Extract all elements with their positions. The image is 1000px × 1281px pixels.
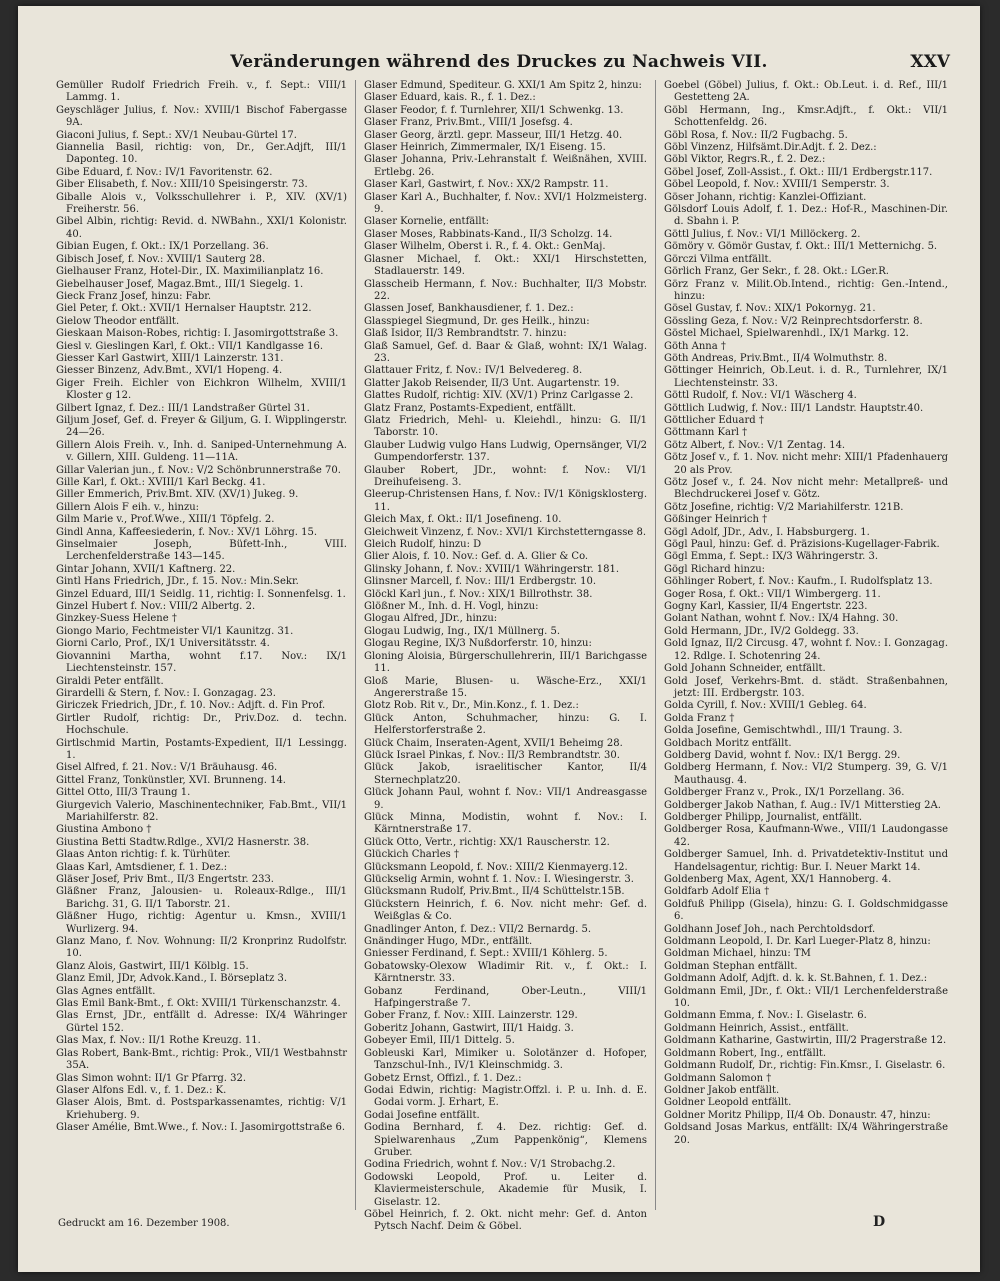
directory-entry: Glogau Alfred, JDr., hinzu: <box>364 613 498 625</box>
directory-entry: Gemüller Rudolf Friedrich Freih. v., f. Sept.: VIII/1 Lammg. 1. <box>56 80 347 104</box>
directory-entry: Glaser Feodor, f. f. Turnlehrer, XII/1 Schwenkg. 13. <box>364 104 624 116</box>
directory-entry: Gibel Albin, richtig: Revid. d. NWBahn., XXI/1 Kolonistr. 40. <box>56 216 347 240</box>
directory-entry: Goldfarb Adolf Elia † <box>664 886 770 898</box>
directory-entry: Glasspiegel Siegmund, Dr. ges Heilk., hinzu: <box>364 315 590 327</box>
directory-entry: Gintl Hans Friedrich, JDr., f. 15. Nov.: Min.Sekr. <box>56 576 299 588</box>
directory-entry: Glück Johann Paul, wohnt f. Nov.: VII/1 Andreasgasse 9. <box>364 787 647 811</box>
directory-entry: Golda Cyrill, f. Nov.: XVIII/1 Gebleg. 64. <box>664 700 867 712</box>
directory-entry: Goldhann Josef Joh., nach Perchtoldsdorf. <box>664 923 876 935</box>
directory-entry: Gibisch Josef, f. Nov.: XVIII/1 Sauterg 28. <box>56 253 266 265</box>
directory-entry: Glaser Alfons Edl. v., f. 1. Dez.: K. <box>56 1084 227 1096</box>
directory-entry: Gintar Johann, XVII/1 Kaftnerg. 22. <box>56 563 236 575</box>
directory-entry: Glas Agnes entfällt. <box>56 985 156 997</box>
directory-entry: Götz Josef v., f. 1. Nov. nicht mehr: XIII/1 Pfadenhauerg 20 als Prov. <box>664 452 948 476</box>
directory-entry: Glück Israel Pinkas, f. Nov.: II/3 Rembrandtstr. 30. <box>364 749 620 761</box>
directory-entry: Glaas Karl, Amtsdiener, f. 1. Dez.: <box>56 861 228 873</box>
directory-entry: Glanz Emil, JDr, Advok.Kand., I. Börseplatz 3. <box>56 973 288 985</box>
directory-entry: Gille Karl, f. Okt.: XVIII/1 Karl Beckg. 41. <box>56 477 266 488</box>
directory-entry: Göbl Hermann, Ing., Kmsr.Adjft., f. Okt.: VII/1 Schottenfeldg. 26. <box>664 104 948 129</box>
directory-entry: Gibe Eduard, f. Nov.: IV/1 Favoritenstr. 62. <box>56 166 273 178</box>
directory-entry: Ginselmaier Joseph, Büfett-Inh., VIII. Lerchenfelderstraße 143—145. <box>56 539 347 563</box>
page-title: Veränderungen während des Druckes zu Nachweis VII. <box>230 52 768 72</box>
directory-entry: Glattes Rudolf, richtig: XIV. (XV/1) Prinz Carlgasse 2. <box>364 390 634 402</box>
directory-entry: Göth Andreas, Priv.Bmt., II/4 Wolmuthstr. 8. <box>664 352 888 364</box>
directory-entry: Glogau Ludwig, Ing., IX/1 Müllnerg. 5. <box>364 625 561 637</box>
directory-entry: Godai Josefine entfällt. <box>364 1109 480 1121</box>
directory-entry: Glas Ernst, JDr., entfällt d. Adresse: IX/4 Währinger Gürtel 152. <box>56 1010 347 1034</box>
directory-entry: Goldmann Leopold, I. Dr. Karl Lueger-Platz 8, hinzu: <box>664 936 931 948</box>
directory-entry: Goldman Michael, hinzu: TM <box>664 948 811 960</box>
directory-entry: Godina Bernhard, f. 4. Dez. richtig: Gef. d. Spielwarenhaus „Zum Pappenkönig“, Klemens Gruber. <box>364 1122 647 1158</box>
directory-entry: Glassen Josef, Bankhausdiener, f. 1. Dez.: <box>364 303 574 315</box>
directory-entry: Glück Jakob, israelitischer Kantor, II/4 Sternechplatz20. <box>364 762 647 786</box>
directory-entry: Goldenberg Max, Agent, XX/1 Hannoberg. 4. <box>664 874 892 885</box>
directory-entry: Goldbach Moritz entfällt. <box>664 737 792 749</box>
directory-entry: Göttl Julius, f. Nov.: VI/1 Millöckerg. 2. <box>664 228 861 240</box>
directory-entry: Gögl Paul, hinzu: Gef. d. Präzisions-Kugellager-Fabrik. <box>664 539 940 551</box>
directory-entry: Gillar Valerian jun., f. Nov.: V/2 Schönbrunnerstraße 70. <box>56 464 341 476</box>
directory-entry: Göbel Leopold, f. Nov.: XVIII/1 Semperstr. 3. <box>664 179 890 191</box>
directory-entry: Glaß Samuel, Gef. d. Baar & Glaß, wohnt: IX/1 Walag. 23. <box>364 340 647 364</box>
directory-entry: Goldmann Robert, Ing., entfällt. <box>664 1047 827 1059</box>
directory-entry: Götz Josef v., f. 24. Nov nicht mehr: Metallpreß- und Blechdruckerei Josef v. Götz. <box>664 477 948 501</box>
directory-entry: Glotz Rob. Rit v., Dr., Min.Konz., f. 1. Dez.: <box>364 700 579 712</box>
directory-entry: Glatter Jakob Reisender, II/3 Unt. Augartenstr. 19. <box>364 377 620 389</box>
directory-entry: Goldberger Franz v., Prok., IX/1 Porzellang. 36. <box>664 787 905 799</box>
directory-entry: Glas Emil Bank-Bmt., f. Okt: XVIII/1 Türkenschanzstr. 4. <box>56 998 341 1010</box>
directory-entry: Glaser Karl, Gastwirt, f. Nov.: XX/2 Rampstr. 11. <box>364 179 609 191</box>
directory-entry: Gober Franz, f. Nov.: XIII. Lainzerstr. 129. <box>364 1010 578 1022</box>
directory-entry: Giovannini Martha, wohnt f.17. Nov.: IX/1 Liechtensteinstr. 157. <box>56 650 347 675</box>
directory-entry: Giongo Mario, Fechtmeister VI/1 Kaunitzg. 31. <box>56 625 294 637</box>
directory-entry: Goldberg Hermann, f. Nov.: VI/2 Stumperg. 39, G. V/1 Mauthausg. 4. <box>664 762 948 786</box>
directory-entry: Glaß Isidor, II/3 Rembrandtstr. 7. hinzu: <box>364 328 567 340</box>
print-date: Gedruckt am 16. Dezember 1908. <box>58 1218 230 1229</box>
directory-entry: Gläßner Franz, Jalousien- u. Roleaux-Rdlge., III/1 Barichg. 31, G. II/1 Taborstr. 21. <box>56 886 347 910</box>
directory-entry: Gisel Alfred, f. 21. Nov.: V/1 Bräuhausg. 46. <box>56 762 278 774</box>
directory-entry: Glogau Regine, IX/3 Nußdorferstr. 10, hinzu: <box>364 638 592 650</box>
directory-entry: Gleerup-Christensen Hans, f. Nov.: IV/1 Königsklosterg. 11. <box>364 489 647 513</box>
directory-entry: Goldmann Rudolf, Dr., richtig: Fin.Kmsr., I. Giselastr. 6. <box>664 1060 946 1072</box>
directory-entry: Gleich Rudolf, hinzu: D <box>364 539 482 551</box>
directory-entry: Goldmann Salomon † <box>664 1072 772 1084</box>
directory-entry: Glaser Franz, Priv.Bmt., VIII/1 Josefsg. 4. <box>364 117 573 129</box>
directory-entry: Gösel Gustav, f. Nov.: XIX/1 Pokornyg. 21. <box>664 303 876 315</box>
directory-entry: Göttlicher Eduard † <box>664 414 764 426</box>
directory-entry: Gittel Franz, Tonkünstler, XVI. Brunneng. 14. <box>56 774 286 786</box>
directory-entry: Goebel (Göbel) Julius, f. Okt.: Ob.Leut. i. d. Ref., III/1 Gestetteng 2A. <box>664 80 948 104</box>
directory-entry: Gobetz Ernst, Offizl., f. 1. Dez.: <box>364 1072 522 1084</box>
directory-entry: Godai Edwin, richtig: Magistr.Offzl. i. P. u. Inh. d. E. Godai vorm. J. Erhart, E. <box>364 1084 647 1109</box>
directory-entry: Goldner Moritz Philipp, II/4 Ob. Donaustr. 47, hinzu: <box>664 1109 931 1121</box>
directory-entry: Glück Otto, Vertr., richtig: XX/1 Rauscherstr. 12. <box>364 836 610 848</box>
directory-page <box>18 6 980 1272</box>
directory-entry: Giannelia Basil, richtig: von, Dr., Ger.Adjft, III/1 Daponteg. 10. <box>56 142 347 166</box>
directory-entry: Gold Hermann, JDr., IV/2 Goldegg. 33. <box>664 625 859 637</box>
directory-entry: Glanz Mano, f. Nov. Wohnung: II/2 Kronprinz Rudolfstr. 10. <box>56 936 347 960</box>
directory-entry: Glaser Karl A., Buchhalter, f. Nov.: XVI/1 Holzmeisterg. 9. <box>364 191 647 216</box>
directory-entry: Göbl Viktor, Regrs.R., f. 2. Dez.: <box>664 154 826 166</box>
directory-entry: Gömöry v. Gömör Gustav, f. Okt.: III/1 Metternichg. 5. <box>664 241 938 253</box>
directory-entry: Gniesser Ferdinand, f. Sept.: XVIII/1 Köhlerg. 5. <box>364 948 608 960</box>
directory-entry: Glöckl Karl jun., f. Nov.: XIX/1 Billrothstr. 38. <box>364 588 593 600</box>
directory-entry: Glaser Wilhelm, Oberst i. R., f. 4. Okt.: GenMaj. <box>364 241 606 253</box>
directory-entry: Gögl Adolf, JDr., Adv., I. Habsburgerg. 1. <box>664 526 870 538</box>
directory-entry: Gieck Franz Josef, hinzu: Fabr. <box>56 290 212 302</box>
directory-entry: Glückselig Armin, wohnt f. 1. Nov.: I. Wiesingerstr. 3. <box>364 874 634 885</box>
directory-entry: Glaser Johanna, Priv.-Lehranstalt f. Weißnähen, XVIII. Ertlebg. 26. <box>364 154 647 178</box>
directory-entry: Gögl Richard hinzu: <box>664 563 766 575</box>
directory-entry: Gobeyer Emil, III/1 Dittelg. 5. <box>364 1035 515 1047</box>
directory-entry: Goldmann Emma, f. Nov.: I. Giselastr. 6. <box>664 1010 867 1022</box>
directory-entry: Gläßner Hugo, richtig: Agentur u. Kmsn., XVIII/1 Wurlizerg. 94. <box>56 911 347 935</box>
directory-entry: Gieskaan Maison-Robes, richtig: I. Jasomirgottstraße 3. <box>56 328 339 340</box>
directory-entry: Göth Anna † <box>664 340 726 352</box>
page-header <box>18 52 980 74</box>
directory-entry: Golda Franz † <box>664 712 735 724</box>
directory-entry: Glas Robert, Bank-Bmt., richtig: Prok., VII/1 Westbahnstr 35A. <box>56 1047 347 1072</box>
directory-entry: Gleich Max, f. Okt.: II/1 Josefineng. 10. <box>364 514 562 526</box>
directory-entry: Göbl Rosa, f. Nov.: II/2 Fugbachg. 5. <box>664 129 848 141</box>
directory-entry: Glasscheib Hermann, f. Nov.: Buchhalter, II/3 Mobstr. 22. <box>364 278 647 302</box>
directory-entry: Gögl Emma, f. Sept.: IX/3 Währingerstr. 3. <box>664 551 879 563</box>
directory-entry: Götz Albert, f. Nov.: V/1 Zentag. 14. <box>664 439 846 451</box>
directory-entry: Glatz Friedrich, Mehl- u. Kleiehdl., hinzu: G. II/1 Taborstr. 10. <box>364 414 647 439</box>
directory-entry: Goberitz Johann, Gastwirt, III/1 Haidg. 3. <box>364 1022 574 1034</box>
column-middle <box>356 80 656 1233</box>
directory-entry: Giber Elisabeth, f. Nov.: XIII/10 Speisingerstr. 73. <box>56 179 308 191</box>
directory-entry: Glaser Eduard, kais. R., f. 1. Dez.: <box>364 92 536 104</box>
directory-entry: Goger Rosa, f. Okt.: VII/1 Wimbergerg. 11. <box>664 588 881 600</box>
directory-entry: Glück Anton, Schuhmacher, hinzu: G. I. Helferstorferstraße 2. <box>364 712 647 737</box>
directory-entry: Giraldi Peter entfällt. <box>56 675 164 687</box>
directory-entry: Gleichweit Vinzenz, f. Nov.: XVI/1 Kirchstetterngasse 8. <box>364 526 647 538</box>
directory-entry: Görlich Franz, Ger Sekr., f. 28. Okt.: LGer.R. <box>664 266 889 278</box>
directory-entry: Glaas Anton richtig: f. k. Türhüter. <box>56 849 231 861</box>
directory-entry: Gnändinger Hugo, MDr., entfällt. <box>364 936 533 948</box>
directory-entry: Gielow Theodor entfällt. <box>56 315 180 327</box>
directory-entry: Göttinger Heinrich, Ob.Leut. i. d. R., Turnlehrer, IX/1 Liechtensteinstr. 33. <box>664 365 948 389</box>
directory-entry: Goldner Jakob entfällt. <box>664 1084 780 1096</box>
directory-entry: Glaser Georg, ärztl. gepr. Masseur, III/1 Hetzg. 40. <box>364 129 623 141</box>
directory-entry: Gößinger Heinrich † <box>664 514 768 526</box>
directory-entry: Golda Josefine, Gemischtwhdl., III/1 Traung. 3. <box>664 725 903 737</box>
directory-entry: Gobanz Ferdinand, Ober-Leutn., VIII/1 Hafpingerstraße 7. <box>364 985 647 1010</box>
directory-entry: Glücksmann Rudolf, Priv.Bmt., II/4 Schüttelstr.15B. <box>364 886 625 898</box>
directory-entry: Ginzkey-Suess Helene † <box>56 613 177 625</box>
directory-entry: Gindl Anna, Kaffeesiederin, f. Nov.: XV/1 Löhrg. 15. <box>56 526 318 538</box>
directory-entry: Gogny Karl, Kassier, II/4 Engertstr. 223. <box>664 601 868 613</box>
directory-entry: Glößner M., Inh. d. H. Vogl, hinzu: <box>364 601 539 613</box>
directory-entry: Glauber Robert, JDr., wohnt: f. Nov.: VI/1 Dreihufeiseng. 3. <box>364 464 647 488</box>
directory-entry: Ginzel Hubert f. Nov.: VIII/2 Albertg. 2. <box>56 601 256 613</box>
directory-entry: Giesl v. Gieslingen Karl, f. Okt.: VII/1 Kandlgasse 16. <box>56 340 324 352</box>
directory-entry: Goldfuß Philipp (Gisela), hinzu: G. I. Goldschmidgasse 6. <box>664 898 948 923</box>
directory-entry: Glattauer Fritz, f. Nov.: IV/1 Belvedereg. 8. <box>364 365 583 377</box>
directory-entry: Glauber Ludwig vulgo Hans Ludwig, Opernsänger, VI/2 Gumpendorferstr. 137. <box>364 439 647 464</box>
directory-entry: Geyschläger Julius, f. Nov.: XVIII/1 Bischof Fabergasse 9A. <box>56 104 347 129</box>
directory-entry: Gielhauser Franz, Hotel-Dir., IX. Maximilianplatz 16. <box>56 266 324 278</box>
directory-entry: Götz Josefine, richtig: V/2 Mariahilferstr. 121B. <box>664 501 904 513</box>
directory-entry: Glück Chaim, Inseraten-Agent, XVII/1 Beheimg 28. <box>364 737 623 749</box>
directory-entry: Glaser Edmund, Spediteur. G. XXI/1 Am Spitz 2, hinzu: <box>364 80 642 91</box>
directory-entry: Goldman Stephan entfällt. <box>664 960 798 972</box>
directory-entry: Gnadlinger Anton, f. Dez.: VII/2 Bernardg. 5. <box>364 923 592 935</box>
directory-entry: Girtler Rudolf, richtig: Dr., Priv.Doz. d. techn. Hochschule. <box>56 712 347 737</box>
directory-entry: Gössling Geza, f. Nov.: V/2 Reinprechtsdorferstr. 8. <box>664 315 923 327</box>
directory-entry: Giller Emmerich, Priv.Bmt. XIV. (XV/1) Jukeg. 9. <box>56 489 299 501</box>
directory-entry: Golant Nathan, wohnt f. Nov.: IX/4 Hahng. 30. <box>664 613 899 625</box>
directory-entry: Glier Alois, f. 10. Nov.: Gef. d. A. Glier & Co. <box>364 551 589 563</box>
directory-entry: Giaconi Julius, f. Sept.: XV/1 Neubau-Gürtel 17. <box>56 129 297 141</box>
directory-entry: Goldberg David, wohnt f. Nov.: IX/1 Bergg. 29. <box>664 749 901 761</box>
directory-entry: Gölsdorf Louis Adolf, f. 1. Dez.: Hof-R., Maschinen-Dir. d. Sbahn i. P. <box>664 204 948 228</box>
directory-entry: Giel Peter, f. Okt.: XVII/1 Hernalser Hauptstr. 212. <box>56 303 312 315</box>
directory-entry: Giljum Josef, Gef. d. Freyer & Giljum, G. I. Wipplingerstr. 24—26. <box>56 414 347 439</box>
signature-mark: D <box>873 1214 886 1230</box>
directory-entry: Glaser Heinrich, Zimmermaler, IX/1 Eiseng. 15. <box>364 142 606 154</box>
directory-entry: Glaser Moses, Rabbinats-Kand., II/3 Scholzg. 14. <box>364 228 613 240</box>
directory-entry: Goldsand Josas Markus, entfällt: IX/4 Währingerstraße 20. <box>664 1122 948 1146</box>
directory-entry: Glückich Charles † <box>364 849 459 861</box>
directory-entry: Göttmann Karl † <box>664 427 748 439</box>
directory-entry: Gold Josef, Verkehrs-Bmt. d. städt. Straßenbahnen, jetzt: III. Erdbergstr. 103. <box>664 675 948 699</box>
directory-entry: Gloning Aloisia, Bürgerschullehrerin, III/1 Barichgasse 11. <box>364 650 647 675</box>
column-left <box>56 80 356 1210</box>
directory-entry: Girtlschmid Martin, Postamts-Expedient, II/1 Lessingg. 1. <box>56 737 347 761</box>
directory-entry: Glaser Kornelie, entfällt: <box>364 216 490 228</box>
directory-entry: Gläser Josef, Priv Bmt., II/3 Engertstr. 233. <box>56 874 274 885</box>
directory-entry: Goldberger Philipp, Journalist, entfällt. <box>664 811 863 823</box>
directory-entry: Goldberger Samuel, Inh. d. Privatdetektiv-Institut und Handelsagentur, richtig: Bur. I. Neuer Markt 14. <box>664 849 948 873</box>
directory-entry: Giebelhauser Josef, Magaz.Bmt., III/1 Siegelg. 1. <box>56 278 304 290</box>
directory-entry: Gobleuski Karl, Mimiker u. Solotänzer d. Hofoper, Tanzschul-Inh., IV/1 Kleinschmidg. 3. <box>364 1047 647 1072</box>
directory-entry: Gillern Alois F eih. v., hinzu: <box>56 501 200 513</box>
directory-entry: Gilm Marie v., Prof.Wwe., XIII/1 Töpfelg. 2. <box>56 514 275 526</box>
directory-entry: Giorni Carlo, Prof., IX/1 Universitätsstr. 4. <box>56 638 270 650</box>
directory-entry: Gold Johann Schneider, entfällt. <box>664 663 826 675</box>
directory-entry: Goldberger Rosa, Kaufmann-Wwe., VIII/1 Laudongasse 42. <box>664 824 948 848</box>
directory-entry: Giger Freih. Eichler von Eichkron Wilhelm, XVIII/1 Kloster g 12. <box>56 377 347 402</box>
directory-entry: Giustina Betti Stadtw.Rdlge., XVI/2 Hasnerstr. 38. <box>56 836 310 848</box>
directory-entry: Goldmann Katharine, Gastwirtin, III/2 Pragerstraße 12. <box>664 1035 947 1047</box>
directory-entry: Gillern Alois Freih. v., Inh. d. Saniped-Unternehmung A. v. Gillern, XIII. Guldeng. 11—11A. <box>56 439 347 464</box>
directory-entry: Gloß Marie, Blusen- u. Wäsche-Erz., XXI/1 Angererstraße 15. <box>364 675 647 699</box>
directory-entry: Görczi Vilma entfällt. <box>664 253 772 265</box>
directory-entry: Giustina Ambono † <box>56 824 152 836</box>
directory-entry: Giriczek Friedrich, JDr., f. 10. Nov.: Adjft. d. Fin Prof. <box>56 700 326 712</box>
directory-entry: Göbel Heinrich, f. 2. Okt. nicht mehr: Gef. d. Anton Pytsch Nachf. Deim & Göbel. <box>364 1208 647 1233</box>
directory-entry: Glatz Franz, Postamts-Expedient, entfällt. <box>364 402 577 414</box>
directory-entry: Gobatowsky-Olexow Wladimir Rit. v., f. Okt.: I. Kärntnerstr. 33. <box>364 960 647 985</box>
directory-entry: Giballe Alois v., Volksschullehrer i. P., XIV. (XV/1) Freiherstr. 56. <box>56 191 347 216</box>
directory-entry: Gilbert Ignaz, f. Dez.: III/1 Landstraßer Gürtel 31. <box>56 402 310 414</box>
directory-entry: Giesser Karl Gastwirt, XIII/1 Lainzerstr. 131. <box>56 352 284 364</box>
directory-entry: Godowski Leopold, Prof. u. Leiter d. Klaviermeisterschule, Akademie für Musik, I. Giselastr. 12. <box>364 1171 647 1208</box>
directory-entry: Godina Friedrich, wohnt f. Nov.: V/1 Strobachg.2. <box>364 1159 616 1171</box>
directory-entry: Göttlich Ludwig, f. Nov.: III/1 Landstr. Hauptstr.40. <box>664 402 924 414</box>
directory-entry: Goldner Leopold entfällt. <box>664 1097 792 1109</box>
directory-entry: Giesser Binzenz, Adv.Bmt., XVI/1 Hopeng. 4. <box>56 365 283 377</box>
directory-entry: Glinsky Johann, f. Nov.: XVIII/1 Währingerstr. 181. <box>364 563 620 575</box>
directory-entry: Glücksmann Leopold, f. Nov.: XIII/2 Kienmayerg.12. <box>364 861 628 873</box>
directory-entry: Glaser Alois, Bmt. d. Postsparkassenamtes, richtig: V/1 Kriehuberg. 9. <box>56 1097 347 1121</box>
directory-entry: Goldmann Adolf, Adjft. d. k. k. St.Bahnen, f. 1. Dez.: <box>664 973 928 985</box>
directory-entry: Göhlinger Robert, f. Nov.: Kaufm., I. Rudolfsplatz 13. <box>664 576 933 588</box>
directory-entry: Glasner Michael, f. Okt.: XXI/1 Hirschstetten, Stadlauerstr. 149. <box>364 253 647 278</box>
directory-entry: Goldberger Jakob Nathan, f. Aug.: IV/1 Mitterstieg 2A. <box>664 799 941 811</box>
column-right <box>656 80 956 1210</box>
directory-entry: Göbel Josef, Zoll-Assist., f. Okt.: III/1 Erdbergstr.117. <box>664 166 933 178</box>
directory-entry: Göttl Rudolf, f. Nov.: VI/1 Wäscherg 4. <box>664 390 857 402</box>
directory-entry: Girardelli & Stern, f. Nov.: I. Gonzagag. 23. <box>56 687 276 699</box>
directory-entry: Göstel Michael, Spielwarenhdl., IX/1 Markg. 12. <box>664 328 909 340</box>
directory-entry: Görz Franz v. Milit.Ob.Intend., richtig: Gen.-Intend., hinzu: <box>664 278 948 302</box>
directory-entry: Göbl Vinzenz, Hilfsämt.Dir.Adjt. f. 2. Dez.: <box>664 142 877 154</box>
directory-entry: Glinsner Marcell, f. Nov.: III/1 Erdbergstr. 10. <box>364 576 597 588</box>
directory-entry: Glück Minna, Modistin, wohnt f. Nov.: I. Kärntnerstraße 17. <box>364 811 647 836</box>
directory-entry: Gibian Eugen, f. Okt.: IX/1 Porzellang. 36. <box>56 241 269 253</box>
directory-entry: Glas Simon wohnt: II/1 Gr Pfarrg. 32. <box>56 1072 247 1084</box>
directory-entry: Ginzel Eduard, III/1 Seidlg. 11, richtig: I. Sonnenfelsg. 1. <box>56 588 346 600</box>
directory-entry: Glas Max, f. Nov.: II/1 Rothe Kreuzg. 11. <box>56 1035 261 1047</box>
page-number: XXV <box>910 52 950 72</box>
directory-entry: Gittel Otto, III/3 Traung 1. <box>56 787 191 799</box>
directory-entry: Göser Johann, richtig: Kanzlei-Offiziant. <box>664 191 867 203</box>
directory-entry: Giurgevich Valerio, Maschinentechniker, Fab.Bmt., VII/1 Mariahilferstr. 82. <box>56 799 347 823</box>
directory-entry: Gold Ignaz, II/2 Circusg. 47, wohnt f. Nov.: I. Gonzagag. 12. Rdlge. I. Schotenring 24. <box>664 638 948 662</box>
directory-entry: Goldmann Emil, JDr., f. Okt.: VII/1 Lerchenfelderstraße 10. <box>664 985 948 1010</box>
directory-entry: Glaser Amélie, Bmt.Wwe., f. Nov.: I. Jasomirgottstraße 6. <box>56 1122 345 1134</box>
directory-entry: Glanz Alois, Gastwirt, III/1 Kölblg. 15. <box>56 960 249 972</box>
directory-entry: Goldmann Heinrich, Assist., entfällt. <box>664 1022 849 1034</box>
directory-entry: Glückstern Heinrich, f. 6. Nov. nicht mehr: Gef. d. Weißglas & Co. <box>364 898 647 923</box>
